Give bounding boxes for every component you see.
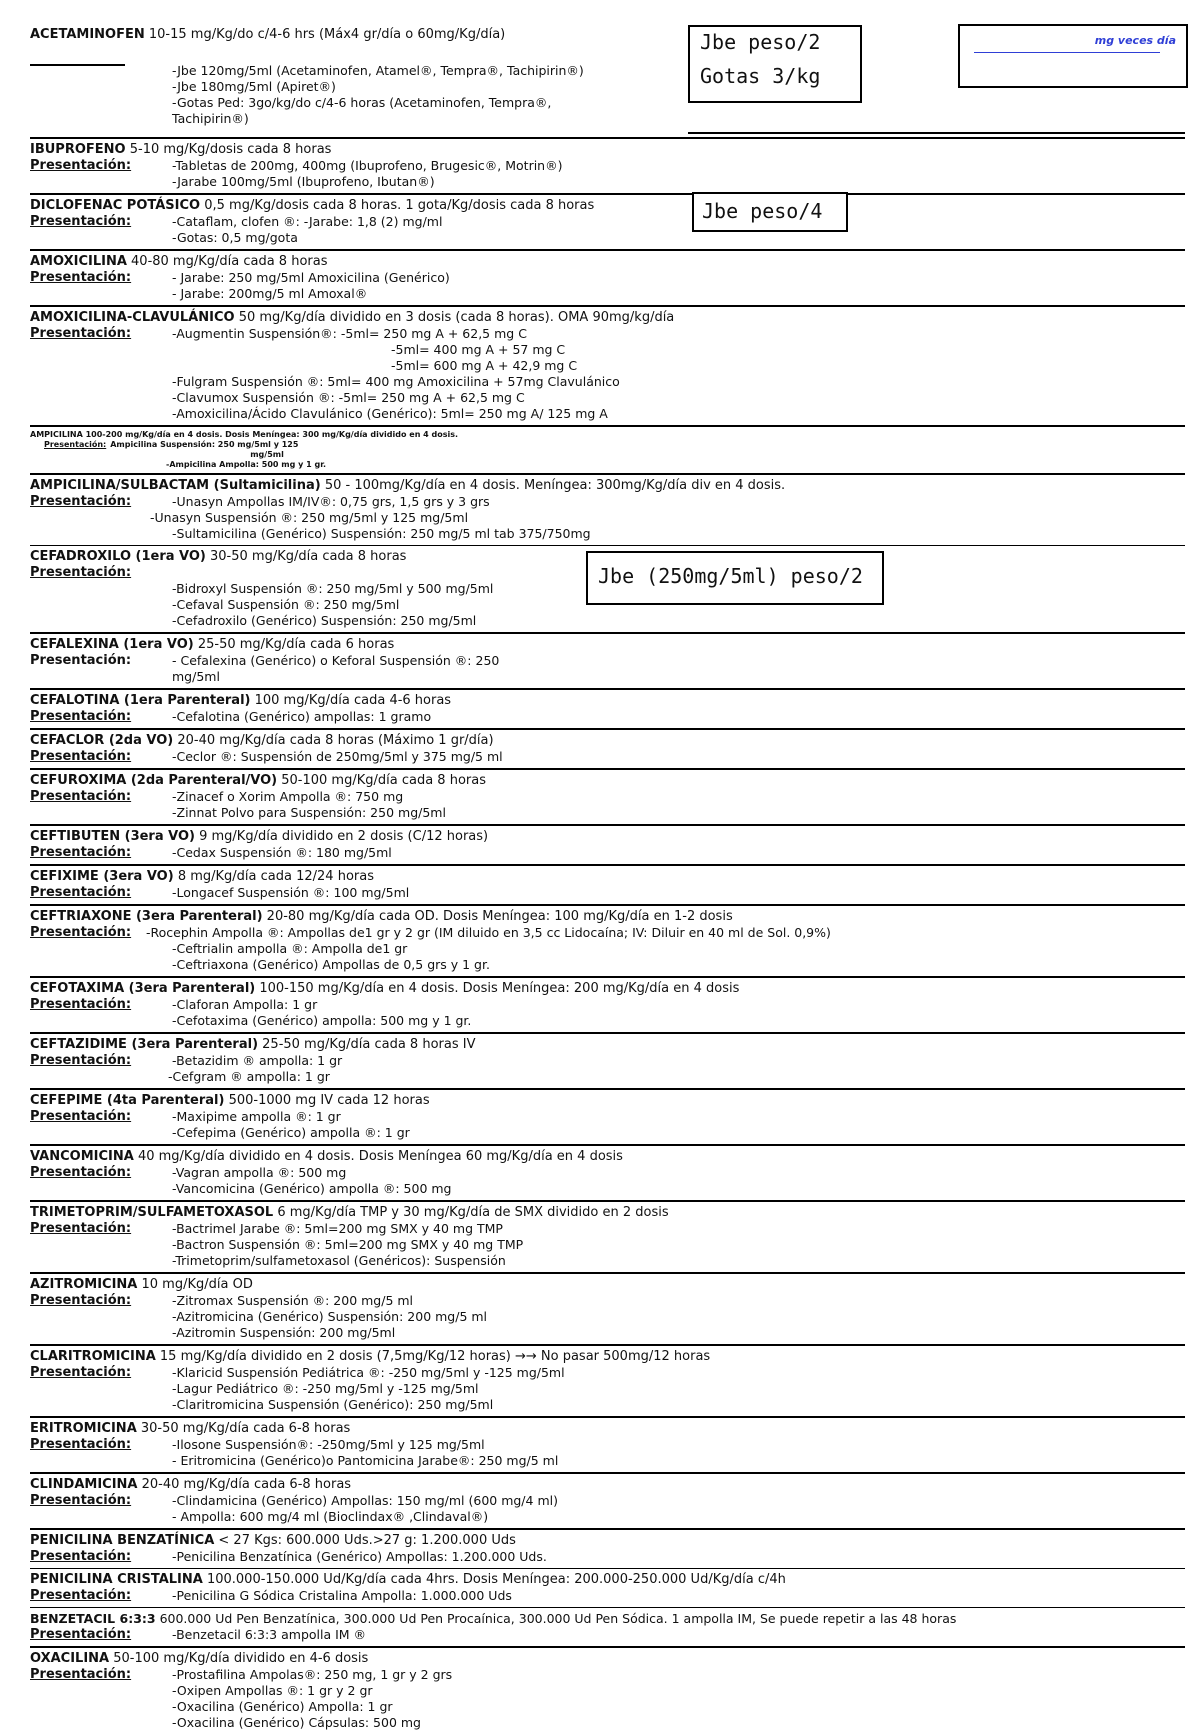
drug-header — [30, 1532, 1185, 1549]
drug-name: ACETAMINOFEN — [30, 27, 145, 42]
presentation-label: Presentación: — [30, 494, 132, 509]
section-cefalotina — [30, 688, 1185, 728]
list-item: -Unasyn Suspensión ®: 250 mg/5ml y 125 mg/5ml — [150, 510, 469, 525]
drug-dose: < 27 Kgs: 600.000 Uds.>27 g: 1.200.000 Uds — [214, 1533, 516, 1548]
drug-header — [30, 1036, 1185, 1053]
drug-dose: 10-15 mg/Kg/do c/4-6 hrs (Máx4 gr/día o 60mg/Kg/día) — [144, 27, 506, 42]
list-item: -Trimetoprim/sulfametoxasol (Genéricos): Suspensión — [172, 1253, 506, 1268]
drug-dose: 20-40 mg/Kg/día cada 8 horas (Máximo 1 gr/día) — [173, 733, 494, 748]
section-trimetoprim — [30, 1200, 1185, 1272]
list-item: -Ceftrialin ampolla ®: Ampolla de1 gr — [172, 941, 408, 956]
section-penicilina-benzatinica — [30, 1528, 1185, 1568]
drug-name: DICLOFENAC POTÁSICO — [30, 198, 201, 213]
list-item: -Cedax Suspensión ®: 180 mg/5ml — [172, 845, 392, 860]
presentation-list — [172, 1165, 452, 1197]
list-item: -Cataflam, clofen ®: -Jarabe: 1,8 (2) mg/ml — [172, 214, 443, 229]
section-cefuroxima — [30, 768, 1185, 824]
drug-dose: 25-50 mg/Kg/día cada 6 horas — [193, 637, 395, 652]
section-cefalexina — [30, 632, 1185, 688]
section-cefaclor — [30, 728, 1185, 768]
drug-name: CEFEPIME (4ta Parenteral) — [30, 1093, 225, 1108]
drug-header — [30, 1204, 1185, 1221]
presentation-label: Presentación: — [30, 925, 132, 940]
drug-name: CEFACLOR (2da VO) — [30, 733, 174, 748]
drug-dose: 100-150 mg/Kg/día en 4 dosis. Dosis Meníngea: 200 mg/Kg/día en 4 dosis — [255, 981, 740, 996]
list-item: -Jbe 120mg/5ml (Acetaminofen, Atamel®, Tempra®, Tachipirin®) — [172, 63, 584, 78]
drug-name: CEFUROXIMA (2da Parenteral/VO) — [30, 773, 278, 788]
list-item: -Prostafilina Ampolas®: 250 mg, 1 gr y 2 grs — [172, 1667, 453, 1682]
drug-name: ERITROMICINA — [30, 1421, 137, 1436]
section-cefepime — [30, 1088, 1185, 1144]
drug-dose: 600.000 Ud Pen Benzatínica, 300.000 Ud Pen Procaínica, 300.000 Ud Pen Sódica. 1 ampolla IM, Se puede repetir a las 48 horas — [155, 1611, 957, 1626]
list-item: -Lagur Pediátrico ®: -250 mg/5ml y -125 mg/5ml — [172, 1381, 479, 1396]
drug-name: AMPICILINA — [30, 430, 83, 439]
drug-header — [30, 908, 1185, 925]
section-cefotaxima — [30, 976, 1185, 1032]
presentation-list — [172, 1437, 558, 1469]
note-acetaminofen-dose — [688, 25, 862, 103]
presentation-label: Presentación: — [30, 653, 132, 668]
section-clindamicina — [30, 1472, 1185, 1528]
drug-header — [30, 732, 1185, 749]
list-item: -Cefepima (Genérico) ampolla ®: 1 gr — [172, 1125, 410, 1140]
drug-name: CEFTIBUTEN (3era VO) — [30, 829, 195, 844]
list-item: -Cefaval Suspensión ®: 250 mg/5ml — [172, 597, 400, 612]
drug-dose: 15 mg/Kg/día dividido en 2 dosis (7,5mg/Kg/12 horas) →→ No pasar 500mg/12 horas — [155, 1349, 711, 1364]
presentation-label: Presentación: — [30, 1109, 132, 1124]
section-azitromicina — [30, 1272, 1185, 1344]
note-line: Jbe peso/4 — [702, 199, 823, 223]
drug-dose: 30-50 mg/Kg/día cada 8 horas — [205, 549, 407, 564]
drug-header — [30, 309, 1185, 326]
list-item: -Gotas: 0,5 mg/gota — [172, 230, 298, 245]
drug-dose: 30-50 mg/Kg/día cada 6-8 horas — [136, 1421, 351, 1436]
list-item: -Vagran ampolla ®: 500 mg — [172, 1165, 347, 1180]
presentation-label: Presentación: — [30, 1165, 132, 1180]
list-item: -Sultamicilina (Genérico) Suspensión: 250 mg/5 ml tab 375/750mg — [172, 526, 591, 541]
list-item: -Rocephin Ampolla ®: Ampollas de1 gr y 2 gr (IM diluido en 3,5 cc Lidocaína; IV: Diluir en 40 ml de Sol. 0,9%) — [146, 925, 831, 940]
drug-header — [30, 1571, 1185, 1588]
presentation-list — [110, 440, 298, 460]
presentation-list — [172, 997, 471, 1029]
section-eritromicina — [30, 1416, 1185, 1472]
list-item: -Azitromin Suspensión: 200 mg/5ml — [172, 1325, 396, 1340]
drug-dose: 50-100 mg/Kg/día cada 8 horas — [277, 773, 486, 788]
presentation-list — [172, 1109, 410, 1141]
presentation-list — [172, 1293, 487, 1341]
drug-dose: 50-100 mg/Kg/día dividido en 4-6 dosis — [109, 1651, 369, 1666]
drug-header — [30, 477, 1185, 494]
drug-dose: 500-1000 mg IV cada 12 horas — [224, 1093, 430, 1108]
drug-dosage-sheet — [30, 24, 1185, 1734]
list-item: -Klaricid Suspensión Pediátrica ®: -250 mg/5ml y -125 mg/5ml — [172, 1365, 565, 1380]
list-item: -Clavumox Suspensión ®: -5ml= 250 mg A + 62,5 mg C — [172, 390, 525, 405]
drug-name: CLARITROMICINA — [30, 1349, 156, 1364]
presentation-list — [172, 1627, 366, 1643]
drug-header — [30, 429, 1185, 440]
presentation-label: Presentación: — [30, 1437, 132, 1452]
list-item: -Penicilina G Sódica Cristalina Ampolla: 1.000.000 Uds — [172, 1588, 512, 1603]
list-item: - Jarabe: 200mg/5 ml Amoxal® — [172, 286, 368, 301]
drug-header — [30, 1650, 1185, 1667]
section-ibuprofeno — [30, 137, 1185, 193]
legend-box — [958, 24, 1188, 88]
legend-text: mg veces día — [1094, 34, 1176, 47]
drug-name: TRIMETOPRIM/SULFAMETOXASOL — [30, 1205, 274, 1220]
section-diclofenac — [30, 193, 1185, 249]
list-item: -Jbe 180mg/5ml (Apiret®) — [172, 79, 336, 94]
drug-header — [30, 141, 1185, 158]
presentation-list — [172, 749, 503, 765]
list-item: -Ceftriaxona (Genérico) Ampollas de 0,5 grs y 1 gr. — [172, 957, 490, 972]
list-item: -Unasyn Ampollas IM/IV®: 0,75 grs, 1,5 grs y 3 grs — [172, 494, 490, 509]
list-item: -Vancomicina (Genérico) ampolla ®: 500 mg — [172, 1181, 452, 1196]
presentation-list — [150, 494, 591, 542]
drug-name: CEFADROXILO (1era VO) — [30, 549, 206, 564]
presentation-list — [172, 1365, 565, 1413]
presentation-list — [172, 1667, 452, 1731]
list-item: -Azitromicina (Genérico) Suspensión: 200 mg/5 ml — [172, 1309, 488, 1324]
list-item: -Zinacef o Xorim Ampolla ®: 750 mg — [172, 789, 404, 804]
drug-dose: 6 mg/Kg/día TMP y 30 mg/Kg/día de SMX dividido en 2 dosis — [273, 1205, 669, 1220]
note-line: Gotas 3/kg — [700, 64, 821, 88]
presentation-list — [172, 214, 442, 246]
presentation-label: Presentación: — [30, 1053, 132, 1068]
presentation-list — [168, 1053, 343, 1085]
drug-dose: 100-200 mg/Kg/día en 4 dosis. Dosis Meníngea: 300 mg/Kg/día dividido en 4 dosis. — [82, 430, 459, 439]
list-item: -Amoxicilina/Ácido Clavulánico (Genérico): 5ml= 250 mg A/ 125 mg A — [172, 406, 608, 421]
list-item: -Longacef Suspensión ®: 100 mg/5ml — [172, 885, 410, 900]
drug-name: AZITROMICINA — [30, 1277, 138, 1292]
section-cefixime — [30, 864, 1185, 904]
drug-dose: 40 mg/Kg/día dividido en 4 dosis. Dosis Meníngea 60 mg/Kg/día en 4 dosis — [133, 1149, 623, 1164]
drug-name: BENZETACIL 6:3:3 — [30, 1611, 156, 1626]
presentation-label: Presentación: — [30, 709, 132, 724]
list-item: - Eritromicina (Genérico)o Pantomicina Jarabe®: 250 mg/5 ml — [172, 1453, 559, 1468]
section-oxacilina — [30, 1646, 1185, 1734]
section-ampicilina — [30, 425, 1185, 473]
divider — [30, 64, 125, 66]
drug-name: IBUPROFENO — [30, 142, 126, 157]
drug-header — [30, 1148, 1185, 1165]
list-item: -Gotas Ped: 3go/kg/do c/4-6 horas (Acetaminofen, Tempra®, — [172, 95, 552, 110]
list-item: -Zitromax Suspensión ®: 200 mg/5 ml — [172, 1293, 414, 1308]
drug-header — [30, 1276, 1185, 1293]
drug-name: CEFOTAXIMA (3era Parenteral) — [30, 981, 256, 996]
list-item: - Jarabe: 250 mg/5ml Amoxicilina (Genérico) — [172, 270, 450, 285]
presentation-list — [146, 925, 831, 973]
drug-header — [30, 1420, 1185, 1437]
list-item: mg/5ml — [172, 669, 220, 684]
drug-name: OXACILINA — [30, 1651, 110, 1666]
drug-dose: 50 mg/Kg/día dividido en 3 dosis (cada 8 horas). OMA 90mg/kg/día — [234, 310, 675, 325]
list-item: -Bactron Suspensión ®: 5ml=200 mg SMX y 40 mg TMP — [172, 1237, 524, 1252]
presentation-label: Presentación: — [44, 440, 107, 449]
list-item: -5ml= 400 mg A + 57 mg C — [391, 342, 566, 357]
list-item: -Clindamicina (Genérico) Ampollas: 150 mg/ml (600 mg/4 ml) — [172, 1493, 558, 1508]
presentation-label: Presentación: — [30, 1627, 132, 1642]
presentation-label: Presentación: — [30, 1493, 132, 1508]
drug-name: AMPICILINA/SULBACTAM (Sultamicilina) — [30, 478, 321, 493]
drug-name: PENICILINA CRISTALINA — [30, 1572, 203, 1587]
drug-header — [30, 636, 1185, 653]
drug-name: AMOXICILINA — [30, 254, 127, 269]
presentation-list — [172, 158, 562, 190]
list-item: mg/5ml — [250, 450, 284, 459]
list-item: -Jarabe 100mg/5ml (Ibuprofeno, Ibutan®) — [172, 174, 435, 189]
list-item: -Bactrimel Jarabe ®: 5ml=200 mg SMX y 40 mg TMP — [172, 1221, 503, 1236]
presentation-list — [172, 326, 620, 422]
presentation-label: Presentación: — [30, 997, 132, 1012]
presentation-list — [172, 1549, 547, 1565]
drug-dose: 20-80 mg/Kg/día cada OD. Dosis Meníngea: 100 mg/Kg/día en 1-2 dosis — [262, 909, 733, 924]
presentation-label: Presentación: — [30, 845, 132, 860]
drug-dose: 50 - 100mg/Kg/día en 4 dosis. Meníngea: 300mg/Kg/día div en 4 dosis. — [320, 478, 786, 493]
drug-dose: 100 mg/Kg/día cada 4-6 horas — [250, 693, 452, 708]
presentation-list — [172, 63, 584, 127]
drug-dose: 20-40 mg/Kg/día cada 6-8 horas — [137, 1477, 352, 1492]
presentation-label: Presentación: — [30, 214, 132, 229]
drug-dose: 10 mg/Kg/día OD — [137, 1277, 253, 1292]
presentation-label: Presentación: — [30, 158, 132, 173]
drug-header — [30, 1092, 1185, 1109]
note-line: Jbe (250mg/5ml) peso/2 — [598, 564, 863, 588]
drug-header — [30, 980, 1185, 997]
presentation-label: Presentación: — [30, 1293, 132, 1308]
section-ceftibuten — [30, 824, 1185, 864]
list-item: -Oxacilina (Genérico) Cápsulas: 500 mg — [172, 1715, 421, 1730]
drug-dose: 0,5 mg/Kg/dosis cada 8 horas. 1 gota/Kg/dosis cada 8 horas — [200, 198, 595, 213]
list-item: - Ampolla: 600 mg/4 ml (Bioclindax® ,Clindaval®) — [172, 1509, 489, 1524]
section-ceftazidime — [30, 1032, 1185, 1088]
presentation-list — [172, 1493, 558, 1525]
drug-header — [30, 692, 1185, 709]
drug-name: CLINDAMICINA — [30, 1477, 138, 1492]
presentation-label: Presentación: — [30, 1221, 132, 1236]
presentation-label: Presentación: — [30, 270, 132, 285]
presentation-label: Presentación: — [30, 1549, 132, 1564]
presentation-list — [172, 565, 493, 629]
list-item: -Cefgram ® ampolla: 1 gr — [168, 1069, 330, 1084]
presentation-label: Presentación: — [30, 326, 132, 341]
drug-dose: 9 mg/Kg/día dividido en 2 dosis (C/12 horas) — [194, 829, 489, 844]
presentation-label: Presentación: — [30, 565, 132, 580]
list-item: -Claforan Ampolla: 1 gr — [172, 997, 318, 1012]
presentation-list — [172, 709, 431, 725]
presentation-list — [172, 270, 450, 302]
note-cefadroxilo-dose — [586, 551, 884, 605]
drug-name: CEFALOTINA (1era Parenteral) — [30, 693, 251, 708]
drug-header — [30, 772, 1185, 789]
list-item: Tachipirin®) — [172, 111, 249, 126]
list-item: -Maxipime ampolla ®: 1 gr — [172, 1109, 341, 1124]
presentation-label: Presentación: — [30, 1365, 132, 1380]
drug-name: CEFTAZIDIME (3era Parenteral) — [30, 1037, 259, 1052]
list-item: -Oxacilina (Genérico) Ampolla: 1 gr — [172, 1699, 393, 1714]
list-item: - Cefalexina (Genérico) o Keforal Suspensión ®: 250 — [172, 653, 500, 668]
list-item: -Cefotaxima (Genérico) ampolla: 500 mg y 1 gr. — [172, 1013, 472, 1028]
list-item: -Betazidim ® ampolla: 1 gr — [172, 1053, 343, 1068]
list-item: Ampicilina Suspensión: 250 mg/5ml y 125 — [110, 440, 299, 449]
section-claritromicina — [30, 1344, 1185, 1416]
list-item: -5ml= 600 mg A + 42,9 mg C — [391, 358, 578, 373]
presentation-list — [172, 653, 499, 685]
presentation-list — [172, 845, 392, 861]
drug-name: CEFIXIME (3era VO) — [30, 869, 174, 884]
presentation-label: Presentación: — [30, 885, 132, 900]
list-item: -Benzetacil 6:3:3 ampolla IM ® — [172, 1627, 367, 1642]
drug-name: VANCOMICINA — [30, 1149, 134, 1164]
section-ceftriaxone — [30, 904, 1185, 976]
drug-name: AMOXICILINA-CLAVULÁNICO — [30, 310, 235, 325]
presentation-list — [172, 885, 409, 901]
presentation-list — [172, 1221, 523, 1269]
list-item: -Ceclor ®: Suspensión de 250mg/5ml y 375 mg/5 ml — [172, 749, 503, 764]
drug-name: CEFALEXINA (1era VO) — [30, 637, 194, 652]
list-item: -Ampicilina Ampolla: 500 mg y 1 gr. — [166, 460, 327, 469]
list-item: -Fulgram Suspensión ®: 5ml= 400 mg Amoxicilina + 57mg Clavulánico — [172, 374, 620, 389]
presentation-label: Presentación: — [30, 1667, 132, 1682]
drug-header — [30, 1610, 1185, 1627]
list-item: -Cefalotina (Genérico) ampollas: 1 gramo — [172, 709, 432, 724]
drug-name: PENICILINA BENZATÍNICA — [30, 1533, 215, 1548]
drug-dose: 8 mg/Kg/día cada 12/24 horas — [173, 869, 374, 884]
section-amoxicilina — [30, 249, 1185, 305]
list-item: -Bidroxyl Suspensión ®: 250 mg/5ml y 500 mg/5ml — [172, 581, 494, 596]
drug-header — [30, 828, 1185, 845]
section-amoxicilina-clavulanico — [30, 305, 1185, 425]
list-item: -Tabletas de 200mg, 400mg (Ibuprofeno, Brugesic®, Motrin®) — [172, 158, 563, 173]
legend-line — [974, 52, 1160, 53]
section-ampicilina-sulbactam — [30, 473, 1185, 545]
drug-dose: 5-10 mg/Kg/dosis cada 8 horas — [125, 142, 332, 157]
drug-dose: 40-80 mg/Kg/día cada 8 horas — [126, 254, 328, 269]
presentation-label: Presentación: — [30, 1588, 132, 1603]
drug-header — [30, 1348, 1185, 1365]
note-diclofenac-dose — [692, 192, 848, 232]
list-item: -Penicilina Benzatínica (Genérico) Ampollas: 1.200.000 Uds. — [172, 1549, 547, 1564]
presentation-label: Presentación: — [30, 789, 132, 804]
list-item: -Cefadroxilo (Genérico) Suspensión: 250 mg/5ml — [172, 613, 477, 628]
drug-header — [30, 1476, 1185, 1493]
drug-dose: 25-50 mg/Kg/día cada 8 horas IV — [258, 1037, 476, 1052]
drug-header — [30, 197, 1185, 214]
drug-dose: 100.000-150.000 Ud/Kg/día cada 4hrs. Dosis Meníngea: 200.000-250.000 Ud/Kg/día c/4h — [202, 1572, 786, 1587]
list-item: -Augmentin Suspensión®: -5ml= 250 mg A + 62,5 mg C — [172, 326, 527, 341]
section-vancomicina — [30, 1144, 1185, 1200]
presentation-list — [172, 1588, 512, 1604]
section-benzetacil — [30, 1607, 1185, 1646]
list-item: -Oxipen Ampollas ®: 1 gr y 2 gr — [172, 1683, 373, 1698]
presentation-list — [172, 789, 446, 821]
presentation-label: Presentación: — [30, 749, 132, 764]
list-item: -Zinnat Polvo para Suspensión: 250 mg/5ml — [172, 805, 446, 820]
divider — [688, 132, 1185, 134]
drug-header — [30, 253, 1185, 270]
drug-name: CEFTRIAXONE (3era Parenteral) — [30, 909, 263, 924]
list-item: -Claritromicina Suspensión (Genérico): 250 mg/5ml — [172, 1397, 494, 1412]
note-line: Jbe peso/2 — [700, 30, 821, 54]
list-item: -Ilosone Suspensión®: -250mg/5ml y 125 mg/5ml — [172, 1437, 485, 1452]
drug-header — [30, 868, 1185, 885]
section-penicilina-cristalina — [30, 1568, 1185, 1607]
